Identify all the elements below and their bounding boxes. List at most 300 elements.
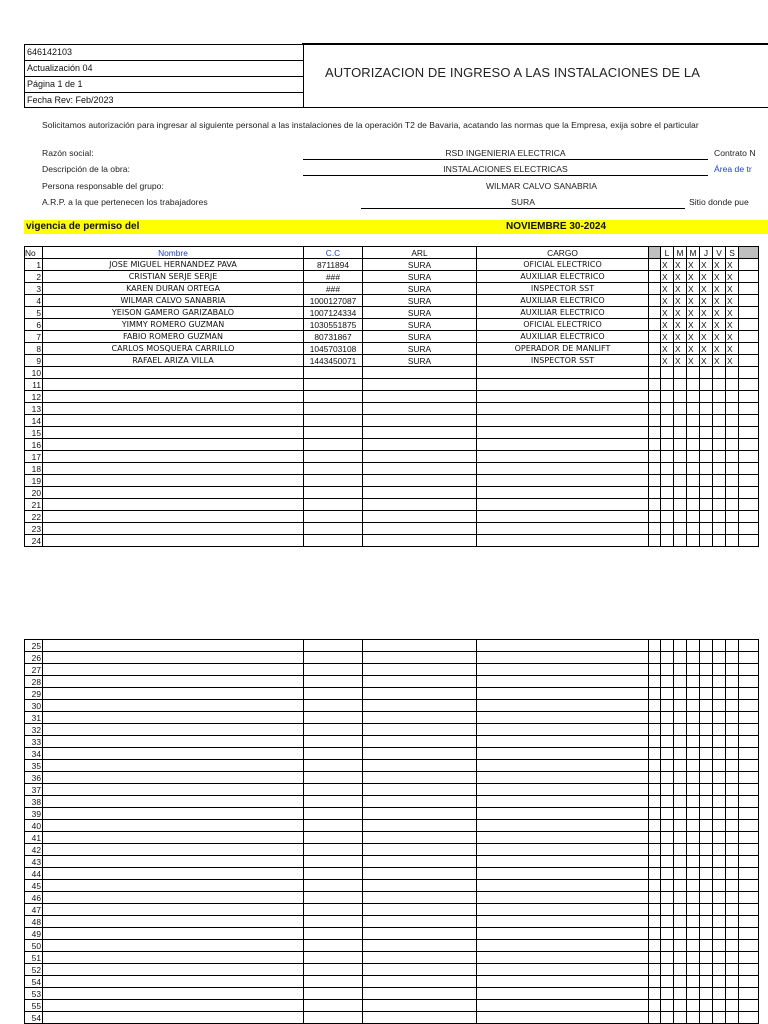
- row-cell: [674, 511, 687, 523]
- row-cell: [713, 688, 726, 700]
- row-cell: [304, 535, 363, 547]
- row-cell: [477, 451, 649, 463]
- row-no: 44: [25, 868, 43, 880]
- row-cell: [674, 640, 687, 652]
- row-cell: [726, 475, 739, 487]
- row-cell: [649, 415, 661, 427]
- row-cell: [649, 760, 661, 772]
- row-day-blank: [649, 271, 661, 283]
- row-cell: [713, 712, 726, 724]
- table-row: [25, 343, 759, 355]
- row-cell: [649, 784, 661, 796]
- row-cell: [687, 796, 700, 808]
- row-day-mark: X: [687, 259, 700, 271]
- row-cell: [713, 808, 726, 820]
- row-cell: [726, 712, 739, 724]
- row-cell: [726, 808, 739, 820]
- row-cell: [713, 403, 726, 415]
- row-cell: [363, 832, 477, 844]
- row-day-mark: X: [713, 259, 726, 271]
- row-cell: [304, 928, 363, 940]
- row-cell: [687, 700, 700, 712]
- row-arl: SURA: [363, 259, 477, 271]
- table-row: [25, 307, 759, 319]
- row-cell: [674, 664, 687, 676]
- row-cell: [713, 748, 726, 760]
- row-cell: [477, 796, 649, 808]
- row-cell: [661, 463, 674, 475]
- row-cc: 1000127087: [304, 295, 363, 307]
- row-cell: [304, 475, 363, 487]
- row-cell: [43, 487, 304, 499]
- row-cell: [661, 988, 674, 1000]
- row-cell: [43, 760, 304, 772]
- document-header: [24, 44, 768, 108]
- row-cell: [304, 976, 363, 988]
- table-row: [25, 283, 759, 295]
- row-cell: [43, 427, 304, 439]
- row-cell: [726, 652, 739, 664]
- row-cell: [713, 379, 726, 391]
- row-cell: [477, 511, 649, 523]
- header-day-m1: M: [674, 247, 687, 259]
- row-cell: [674, 820, 687, 832]
- row-cell: [649, 640, 661, 652]
- row-cell: [363, 784, 477, 796]
- row-cell: [674, 748, 687, 760]
- row-cell: [477, 439, 649, 451]
- row-cell: [43, 439, 304, 451]
- row-cell: [674, 892, 687, 904]
- row-cell: [687, 535, 700, 547]
- row-no: 43: [25, 856, 43, 868]
- row-cell: [43, 784, 304, 796]
- row-cell: [739, 535, 759, 547]
- row-cell: [649, 856, 661, 868]
- row-cargo: INSPECTOR SST: [477, 355, 649, 367]
- row-cell: [477, 952, 649, 964]
- row-no: 1: [25, 259, 43, 271]
- row-cell: [649, 700, 661, 712]
- row-cell: [726, 463, 739, 475]
- row-cell: [43, 688, 304, 700]
- row-cell: [674, 760, 687, 772]
- row-cell: [304, 487, 363, 499]
- table-row: [25, 964, 759, 976]
- row-cell: [726, 535, 739, 547]
- row-cell: [363, 868, 477, 880]
- row-cell: [661, 1012, 674, 1024]
- row-cell: [363, 640, 477, 652]
- row-day-mark: X: [661, 295, 674, 307]
- row-cell: [713, 820, 726, 832]
- row-cell: [726, 880, 739, 892]
- row-cell: [739, 1012, 759, 1024]
- table-row: [25, 928, 759, 940]
- table-row: [25, 640, 759, 652]
- row-cell: [649, 487, 661, 499]
- row-cell: [477, 463, 649, 475]
- row-cell: [43, 868, 304, 880]
- row-cell: [700, 952, 713, 964]
- row-cell: [661, 367, 674, 379]
- row-no: 33: [25, 736, 43, 748]
- row-cell: [739, 796, 759, 808]
- row-cell: [304, 451, 363, 463]
- row-cell: [661, 772, 674, 784]
- row-no: 5: [25, 307, 43, 319]
- row-cell: [726, 439, 739, 451]
- row-cell: [649, 952, 661, 964]
- row-cell: [477, 403, 649, 415]
- row-no: 2: [25, 271, 43, 283]
- row-cell: [674, 427, 687, 439]
- row-no: 46: [25, 892, 43, 904]
- row-cell: [477, 475, 649, 487]
- row-cell: [726, 976, 739, 988]
- row-cell: [661, 880, 674, 892]
- table-row: [25, 475, 759, 487]
- row-cell: [700, 379, 713, 391]
- row-cell: [726, 724, 739, 736]
- row-cell: [700, 652, 713, 664]
- personnel-table-continued: [24, 639, 759, 1024]
- row-cell: [687, 892, 700, 904]
- row-cell: [713, 952, 726, 964]
- row-cell: [649, 832, 661, 844]
- row-cell: [700, 928, 713, 940]
- row-cell: [700, 796, 713, 808]
- row-cell: [739, 724, 759, 736]
- row-day-mark: X: [674, 331, 687, 343]
- row-cell: [700, 640, 713, 652]
- row-cell: [363, 1012, 477, 1024]
- row-no: 7: [25, 331, 43, 343]
- row-day-mark: X: [726, 319, 739, 331]
- row-cell: [713, 1000, 726, 1012]
- row-cell: [363, 652, 477, 664]
- row-no: 26: [25, 652, 43, 664]
- table-row: [25, 892, 759, 904]
- row-cell: [477, 640, 649, 652]
- field-value-descripcion: INSTALACIONES ELECTRICAS: [303, 164, 708, 176]
- row-cell: [649, 712, 661, 724]
- row-cell: [304, 523, 363, 535]
- row-cell: [700, 820, 713, 832]
- row-cell: [739, 736, 759, 748]
- row-cell: [687, 904, 700, 916]
- row-cell: [713, 487, 726, 499]
- row-cell: [713, 367, 726, 379]
- row-day-mark: X: [687, 283, 700, 295]
- row-cell: [477, 712, 649, 724]
- row-cell: [43, 499, 304, 511]
- row-cell: [674, 523, 687, 535]
- row-cell: [687, 988, 700, 1000]
- row-cell: [477, 724, 649, 736]
- field-label-arp: A.R.P. a la que pertenecen los trabajadores: [42, 197, 208, 207]
- table-row: [25, 523, 759, 535]
- row-cell: [477, 1012, 649, 1024]
- row-cell: [304, 868, 363, 880]
- row-cell: [700, 676, 713, 688]
- row-cell: [43, 664, 304, 676]
- row-cell: [674, 964, 687, 976]
- row-nombre: CRISTIAN SERJE SERJE: [43, 271, 304, 283]
- row-no: 27: [25, 664, 43, 676]
- row-cell: [700, 808, 713, 820]
- row-cell: [739, 415, 759, 427]
- row-cell: [477, 391, 649, 403]
- row-cell: [687, 928, 700, 940]
- row-cell: [363, 415, 477, 427]
- row-no: 20: [25, 487, 43, 499]
- row-cell: [674, 784, 687, 796]
- row-cell: [739, 487, 759, 499]
- table-row: [25, 832, 759, 844]
- row-cell: [739, 772, 759, 784]
- row-cell: [674, 916, 687, 928]
- row-cell: [477, 1000, 649, 1012]
- row-cell: [739, 652, 759, 664]
- row-cell: [649, 664, 661, 676]
- row-no: 52: [25, 964, 43, 976]
- row-cell: [649, 391, 661, 403]
- row-cell: [674, 535, 687, 547]
- row-cell: [726, 856, 739, 868]
- row-cell: [700, 451, 713, 463]
- row-cell: [43, 808, 304, 820]
- row-cell: [304, 772, 363, 784]
- row-cell: [726, 688, 739, 700]
- row-cargo: OFICIAL ELECTRICO: [477, 259, 649, 271]
- row-cell: [661, 487, 674, 499]
- row-day-mark: X: [661, 343, 674, 355]
- row-cell: [649, 820, 661, 832]
- row-cell: [661, 892, 674, 904]
- row-day-mark: X: [674, 259, 687, 271]
- row-cell: [739, 463, 759, 475]
- table-row: [25, 415, 759, 427]
- row-day-mark: X: [713, 295, 726, 307]
- row-cell: [713, 928, 726, 940]
- table-row: [25, 319, 759, 331]
- row-arl: SURA: [363, 283, 477, 295]
- row-cell: [739, 511, 759, 523]
- row-cell: [674, 976, 687, 988]
- row-day-d: [739, 307, 759, 319]
- row-cell: [700, 499, 713, 511]
- row-cell: [726, 844, 739, 856]
- row-cell: [687, 676, 700, 688]
- row-day-mark: X: [661, 259, 674, 271]
- table-row: [25, 499, 759, 511]
- row-no: 25: [25, 640, 43, 652]
- row-cell: [363, 808, 477, 820]
- row-cell: [739, 880, 759, 892]
- row-cell: [726, 736, 739, 748]
- row-cell: [477, 700, 649, 712]
- row-cell: [661, 499, 674, 511]
- row-cell: [700, 427, 713, 439]
- row-cell: [726, 988, 739, 1000]
- row-day-mark: X: [674, 283, 687, 295]
- row-cell: [687, 784, 700, 796]
- row-cell: [43, 535, 304, 547]
- row-cell: [304, 367, 363, 379]
- row-cell: [649, 892, 661, 904]
- row-cell: [700, 760, 713, 772]
- row-day-mark: X: [726, 271, 739, 283]
- row-cell: [726, 367, 739, 379]
- row-no: 19: [25, 475, 43, 487]
- row-cell: [304, 856, 363, 868]
- row-cell: [661, 676, 674, 688]
- row-cell: [304, 748, 363, 760]
- row-cell: [687, 952, 700, 964]
- row-cell: [43, 736, 304, 748]
- row-cell: [700, 664, 713, 676]
- table-row: [25, 688, 759, 700]
- row-no: 18: [25, 463, 43, 475]
- row-cell: [739, 664, 759, 676]
- row-cell: [713, 868, 726, 880]
- table-row: [25, 748, 759, 760]
- row-cell: [687, 868, 700, 880]
- field-value-razon-social: RSD INGENIERIA ELECTRICA: [303, 148, 708, 160]
- row-cell: [43, 952, 304, 964]
- row-cell: [661, 916, 674, 928]
- row-cell: [700, 1012, 713, 1024]
- row-cell: [43, 652, 304, 664]
- row-day-blank: [649, 259, 661, 271]
- row-cell: [43, 391, 304, 403]
- row-cell: [649, 736, 661, 748]
- row-cell: [661, 928, 674, 940]
- row-cell: [661, 523, 674, 535]
- row-cell: [674, 1000, 687, 1012]
- row-cell: [477, 976, 649, 988]
- permit-label: vigencia de permiso del: [26, 221, 140, 232]
- row-cell: [363, 880, 477, 892]
- row-arl: SURA: [363, 343, 477, 355]
- field-contrato: Contrato N: [714, 148, 756, 158]
- row-cell: [363, 736, 477, 748]
- table-row: [25, 379, 759, 391]
- row-no: 42: [25, 844, 43, 856]
- row-cell: [700, 415, 713, 427]
- row-no: 50: [25, 940, 43, 952]
- row-cell: [649, 808, 661, 820]
- row-cell: [687, 832, 700, 844]
- row-cell: [674, 880, 687, 892]
- row-cell: [661, 832, 674, 844]
- row-cell: [477, 688, 649, 700]
- row-cell: [661, 1000, 674, 1012]
- row-cell: [661, 640, 674, 652]
- row-cell: [687, 736, 700, 748]
- row-cell: [674, 499, 687, 511]
- row-day-mark: X: [726, 355, 739, 367]
- row-cell: [477, 523, 649, 535]
- row-cell: [363, 928, 477, 940]
- row-cell: [726, 760, 739, 772]
- row-cell: [674, 904, 687, 916]
- row-cell: [713, 652, 726, 664]
- row-cell: [700, 976, 713, 988]
- header-no: No: [25, 247, 43, 259]
- row-cell: [649, 427, 661, 439]
- row-day-mark: X: [713, 283, 726, 295]
- row-cell: [739, 688, 759, 700]
- row-day-mark: X: [661, 283, 674, 295]
- row-day-mark: X: [700, 283, 713, 295]
- row-nombre: WILMAR CALVO SANABRIA: [43, 295, 304, 307]
- row-cell: [363, 676, 477, 688]
- row-cell: [363, 724, 477, 736]
- row-cc: 8711894: [304, 259, 363, 271]
- row-cell: [700, 403, 713, 415]
- row-cell: [304, 784, 363, 796]
- row-cell: [739, 475, 759, 487]
- table-row: [25, 880, 759, 892]
- row-cargo: AUXILIAR ELECTRICO: [477, 295, 649, 307]
- row-cell: [687, 664, 700, 676]
- row-cell: [713, 988, 726, 1000]
- table-row: [25, 868, 759, 880]
- row-day-d: [739, 259, 759, 271]
- row-cell: [304, 736, 363, 748]
- row-cell: [700, 367, 713, 379]
- row-day-mark: X: [700, 319, 713, 331]
- row-cell: [687, 487, 700, 499]
- table-header-row: [25, 247, 759, 259]
- row-cell: [304, 415, 363, 427]
- header-day-m2: M: [687, 247, 700, 259]
- row-no: 39: [25, 808, 43, 820]
- row-cell: [363, 499, 477, 511]
- row-cell: [304, 724, 363, 736]
- row-cell: [43, 820, 304, 832]
- row-cell: [726, 415, 739, 427]
- row-cell: [477, 499, 649, 511]
- row-cell: [649, 499, 661, 511]
- row-cell: [726, 784, 739, 796]
- row-cell: [726, 940, 739, 952]
- row-day-mark: X: [700, 259, 713, 271]
- row-cell: [363, 487, 477, 499]
- row-cargo: AUXILIAR ELECTRICO: [477, 331, 649, 343]
- row-cell: [363, 700, 477, 712]
- row-cell: [713, 475, 726, 487]
- row-day-mark: X: [674, 343, 687, 355]
- row-day-mark: X: [726, 295, 739, 307]
- row-cargo: AUXILIAR ELECTRICO: [477, 307, 649, 319]
- row-cell: [687, 475, 700, 487]
- row-cell: [674, 772, 687, 784]
- row-cell: [700, 700, 713, 712]
- row-arl: SURA: [363, 331, 477, 343]
- row-day-mark: X: [661, 307, 674, 319]
- row-cell: [687, 523, 700, 535]
- row-cell: [304, 916, 363, 928]
- row-day-blank: [649, 343, 661, 355]
- table-row: [25, 808, 759, 820]
- row-cell: [477, 772, 649, 784]
- row-cell: [363, 952, 477, 964]
- row-cell: [674, 940, 687, 952]
- row-cell: [43, 892, 304, 904]
